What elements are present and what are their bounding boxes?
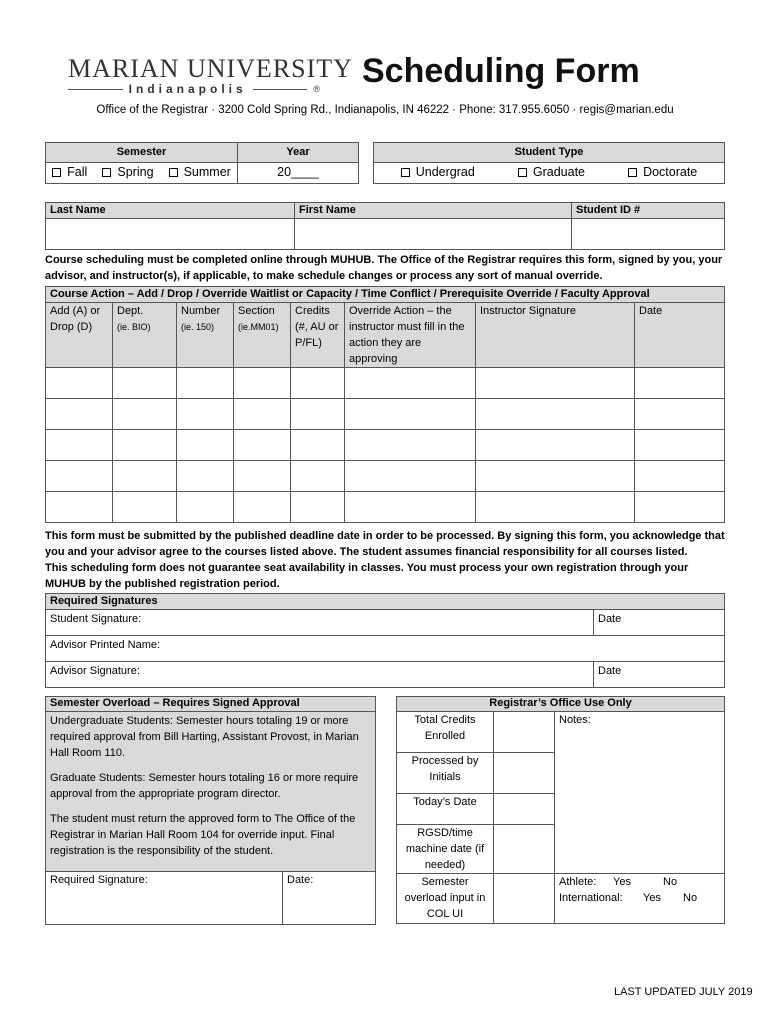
athlete-yes[interactable]: Yes (613, 876, 631, 888)
notes-field[interactable]: Notes: (555, 712, 725, 874)
todays-date-field[interactable] (494, 794, 555, 825)
signatures-table (45, 593, 725, 688)
required-signatures-title: Required Signatures (46, 594, 725, 610)
semester-table (45, 142, 725, 184)
athlete-label: Athlete: (559, 876, 597, 888)
doctorate-checkbox[interactable] (628, 168, 637, 177)
year-header: Year (238, 143, 359, 163)
page-title: Scheduling Form (362, 52, 640, 90)
fall-option[interactable] (52, 165, 87, 179)
dept-header (113, 303, 177, 368)
course-row (46, 492, 725, 523)
advisor-name-field[interactable]: Advisor Printed Name: (46, 636, 725, 662)
undergrad-label: Undergrad (415, 165, 475, 179)
course-row (46, 368, 725, 399)
last-name-label: Last Name (46, 203, 295, 219)
dept-header-label: Dept. (117, 305, 144, 317)
undergrad-checkbox[interactable] (401, 168, 410, 177)
logo-city (68, 82, 320, 96)
section-header-label: Section (238, 305, 275, 317)
undergrad-option[interactable] (401, 165, 475, 179)
student-id-label: Student ID # (572, 203, 725, 219)
graduate-label: Graduate (532, 165, 585, 179)
rgsd-label: RGSD/time machine date (if needed) (397, 825, 494, 874)
advisor-date-field[interactable]: Date (594, 662, 725, 688)
overload-table (45, 696, 376, 925)
overload-input-field[interactable] (494, 874, 555, 924)
overload-date-field[interactable]: Date: (283, 872, 376, 925)
total-credits-field[interactable] (494, 712, 555, 753)
overload-title: Semester Overload – Requires Signed Approval (46, 697, 376, 712)
todays-date-label: Today’s Date (397, 794, 494, 825)
summer-label: Summer (183, 165, 231, 179)
section-example: (ie.MM01) (238, 322, 279, 332)
logo-university-name: MARIAN UNIVERSITY (68, 54, 353, 83)
course-action-title: Course Action – Add / Drop / Override Waitlist or Capacity / Time Conflict / Prerequisite Override / Faculty Approval (46, 287, 725, 303)
international-yes[interactable]: Yes (643, 892, 661, 904)
graduate-option[interactable] (518, 165, 585, 179)
athlete-no[interactable]: No (663, 876, 678, 888)
doctorate-label: Doctorate (643, 165, 698, 179)
semester-options (46, 163, 238, 184)
number-header-label: Number (181, 305, 221, 317)
international-no[interactable]: No (683, 892, 698, 904)
doctorate-option[interactable] (628, 165, 697, 179)
number-header (177, 303, 234, 368)
last-name-field[interactable] (46, 219, 295, 250)
overload-info (46, 712, 376, 872)
date-header: Date (635, 303, 725, 368)
name-table (45, 202, 725, 250)
rgsd-field[interactable] (494, 825, 555, 874)
logo-city-text: Indianapolis (128, 82, 247, 96)
student-type-options (374, 163, 725, 184)
add-drop-header: Add (A) or Drop (D) (46, 303, 113, 368)
number-example: (ie. 150) (181, 322, 215, 332)
overload-undergrad-text: Undergraduate Students: Semester hours totaling 19 or more required approval from Bill Harting, Assistant Provost, in Marian Hall Room 110. (50, 715, 359, 759)
advisor-signature-field[interactable]: Advisor Signature: (46, 662, 594, 688)
first-name-field[interactable] (295, 219, 572, 250)
overload-input-label: Semester overload input in COL UI (397, 874, 494, 924)
semester-header: Semester (46, 143, 238, 163)
graduate-checkbox[interactable] (518, 168, 527, 177)
course-action-table (45, 286, 725, 523)
credits-header: Credits (#, AU or P/FL) (291, 303, 345, 368)
fall-checkbox[interactable] (52, 168, 61, 177)
registrar-title: Registrar’s Office Use Only (397, 697, 725, 712)
seat-availability-text: This scheduling form does not guarantee seat availability in classes. You must process your own registration through your MUHUB by the published registration period. (45, 562, 689, 590)
summer-checkbox[interactable] (169, 168, 178, 177)
spring-option[interactable] (102, 165, 153, 179)
last-updated: LAST UPDATED JULY 2019 (614, 986, 753, 998)
processed-by-field[interactable] (494, 753, 555, 794)
fall-label: Fall (67, 165, 88, 179)
logo-rule-right (253, 89, 308, 90)
agreement-text: This form must be submitted by the published deadline date in order to be processed. By signing this form, you acknowledge that you and your advisor agree to the courses listed above. The student assumes financial responsibility for all courses listed. (45, 530, 725, 558)
processed-by-label: Processed by Initials (397, 753, 494, 794)
office-address: Office of the Registrar · 3200 Cold Spring Rd., Indianapolis, IN 46222 · Phone: 317.955.6050 · regis@marian.edu (96, 104, 674, 116)
student-type-header: Student Type (374, 143, 725, 163)
course-row (46, 399, 725, 430)
dept-example: (ie. BIO) (117, 322, 151, 332)
registrar-table (396, 696, 725, 924)
student-signature-field[interactable]: Student Signature: (46, 610, 594, 636)
international-label: International: (559, 892, 623, 904)
instructor-signature-header: Instructor Signature (476, 303, 635, 368)
logo-rule-left (68, 89, 123, 90)
student-id-field[interactable] (572, 219, 725, 250)
spring-checkbox[interactable] (102, 168, 111, 177)
logo-registered-mark: ® (313, 84, 320, 94)
override-action-header: Override Action – the instructor must fill in the action they are approving (345, 303, 476, 368)
year-field[interactable]: 20____ (238, 163, 359, 184)
athlete-international (555, 874, 725, 924)
first-name-label: First Name (295, 203, 572, 219)
overload-graduate-text: Graduate Students: Semester hours totaling 16 or more require approval from the appropriate program director. (50, 772, 359, 800)
overload-signature-field[interactable]: Required Signature: (46, 872, 283, 925)
overload-return-text: The student must return the approved form to The Office of the Registrar in Marian Hall Room 104 for override input. Final registration is the responsibility of the student. (50, 813, 356, 857)
total-credits-label: Total Credits Enrolled (397, 712, 494, 753)
summer-option[interactable] (169, 165, 231, 179)
spring-label: Spring (117, 165, 154, 179)
student-date-field[interactable]: Date (594, 610, 725, 636)
section-header (234, 303, 291, 368)
instructions-text: Course scheduling must be completed online through MUHUB. The Office of the Registrar requires this form, signed by you, your advisor, and instructor(s), if applicable, to make schedule changes or process any sort of manual override. (45, 254, 723, 282)
course-row (46, 461, 725, 492)
course-row (46, 430, 725, 461)
